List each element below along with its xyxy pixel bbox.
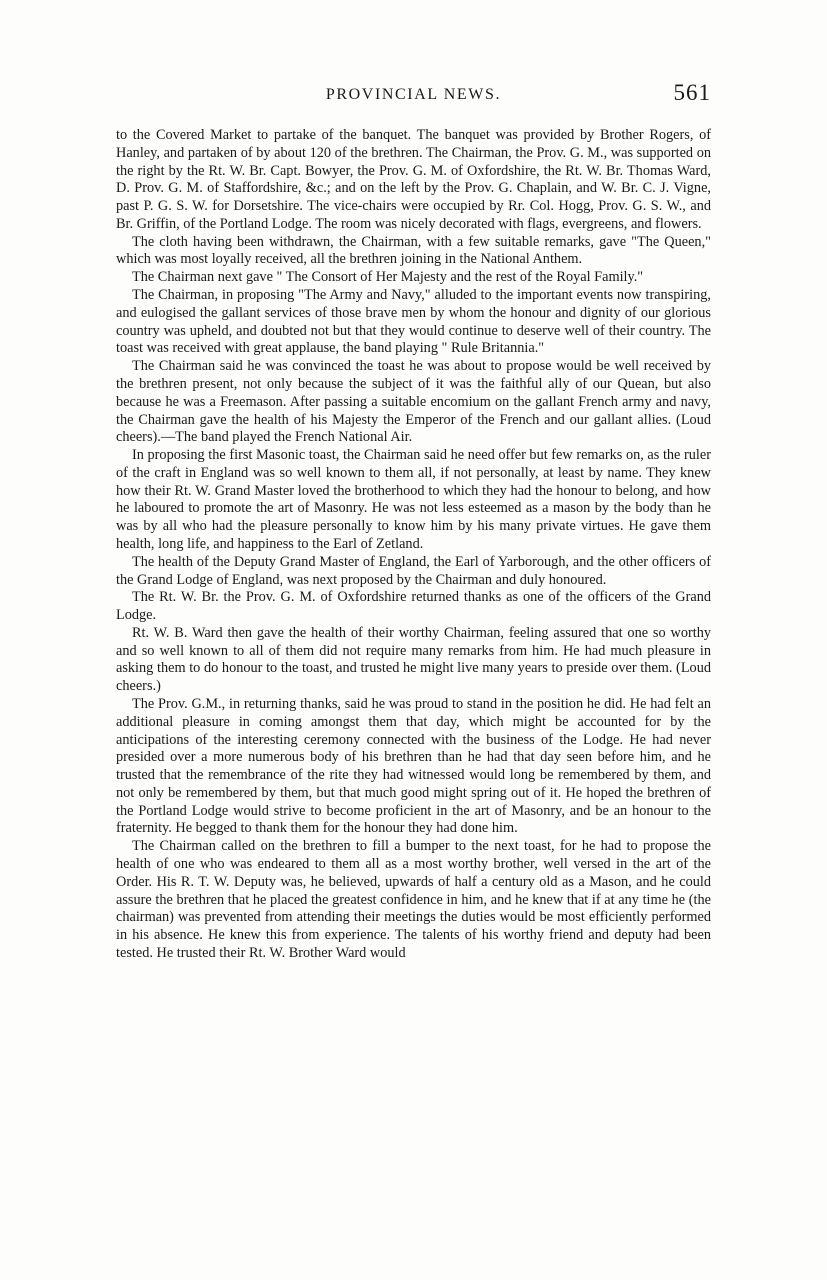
paragraph-oxfordshire-thanks: The Rt. W. Br. the Prov. G. M. of Oxfordshire returned thanks as one of the officers of the Grand Lodge.	[116, 589, 711, 624]
article-body	[116, 127, 711, 963]
paragraph-army-navy-toast: The Chairman, in proposing "The Army and Navy," alluded to the important events now transpiring, and eulogised the gallant services of those brave men by whom the honour and dignity of our glorious country was upheld, and doubted not but that they would continue to deserve well of their country. The toast was received with great applause, the band playing " Rule Britannia."	[116, 287, 711, 357]
paragraph-grand-master-toast: In proposing the first Masonic toast, the Chairman said he need offer but few remarks on, as the ruler of the craft in England was so well known to them all, if not personally, at least by name. They knew how their Rt. W. Grand Master loved the brotherhood to which they had the honour to belong, and how he laboured to promote the art of Masonry. He was not less esteemed as a mason by the body than he was by all who had the pleasure personally to know him by his many private virtues. He gave them health, long life, and happiness to the Earl of Zetland.	[116, 447, 711, 552]
paragraph-deputy-toast: The Chairman called on the brethren to fill a bumper to the next toast, for he had to propose the health of one who was endeared to them all as a most worthy brother, well versed in the art of the Order. His R. T. W. Deputy was, he believed, upwards of half a century old as a Mason, and he could assure the brethren that he placed the greatest confidence in him, and he knew that if at any time he (the chairman) was prevented from attending their meetings the duties would be most efficiently performed in his absence. He knew this from experience. The talents of his worthy friend and deputy had been tested. He trusted their Rt. W. Brother Ward would	[116, 838, 711, 961]
running-head: PROVINCIAL NEWS.	[325, 86, 502, 103]
page-number: 561	[673, 80, 711, 105]
paragraph-royal-family-toast: The Chairman next gave " The Consort of Her Majesty and the rest of the Royal Family."	[132, 269, 644, 286]
page-header	[116, 80, 711, 112]
paragraph-prov-gm-reply: The Prov. G.M., in returning thanks, said he was proud to stand in the position he did. He had felt an additional pleasure in coming amongst them that day, which might be accounted for by the anticipations of the interesting ceremony connected with the business of the Lodge. He had never presided over a more numerous body of his brethren than he had that day seen before him, and he trusted that the remembrance of the rite they had witnessed would long be remembered by them, and not only be remembered by them, but that much good might spring out of it. He hoped the brethren of the Portland Lodge would strive to become proficient in the art of Masonry, and be an honour to the fraternity. He begged to thank them for the honour they had done him.	[116, 696, 711, 837]
paragraph-banquet: to the Covered Market to partake of the banquet. The banquet was provided by Brother Rogers, of Hanley, and partaken of by about 120 of the brethren. The Chairman, the Prov. G. M., was supported on the right by the Rt. W. Br. Capt. Bowyer, the Prov. G. M. of Oxfordshire, the Rt. W. Br. Thomas Ward, D. Prov. G. M. of Staffordshire, &c.; and on the left by the Prov. G. Chaplain, and W. Br. C. J. Vigne, past P. G. S. W. for Dorsetshire. The vice-chairs were occupied by Rr. Col. Hogg, Prov. G. S. W., and Br. Griffin, of the Portland Lodge. The room was nicely decorated with flags, evergreens, and flowers.	[116, 127, 711, 232]
paragraph-chairman-health: Rt. W. B. Ward then gave the health of their worthy Chairman, feeling assured that one so worthy and so well known to all of them did not require many remarks from him. He had much pleasure in asking them to do honour to the toast, and trusted he might live many years to preside over them. (Loud cheers.)	[116, 624, 711, 695]
paragraph-queen-toast: The cloth having been withdrawn, the Chairman, with a few suitable remarks, gave "The Queen," which was most loyally received, all the brethren joining in the National Anthem.	[116, 233, 711, 268]
paragraph-emperor-toast: The Chairman said he was convinced the toast he was about to propose would be well received by the brethren present, not only because the subject of it was the faithful ally of our Quean, but also because he was a Freemason. After passing a suitable encomium on the gallant French army and navy, the Chairman gave the health of his Majesty the Emperor of the French and our gallant allies. (Loud cheers).—The band played the French National Air.	[116, 358, 711, 446]
paragraph-deputy-grand-master: The health of the Deputy Grand Master of England, the Earl of Yarborough, and the other officers of the Grand Lodge of England, was next proposed by the Chairman and duly honoured.	[116, 553, 711, 588]
